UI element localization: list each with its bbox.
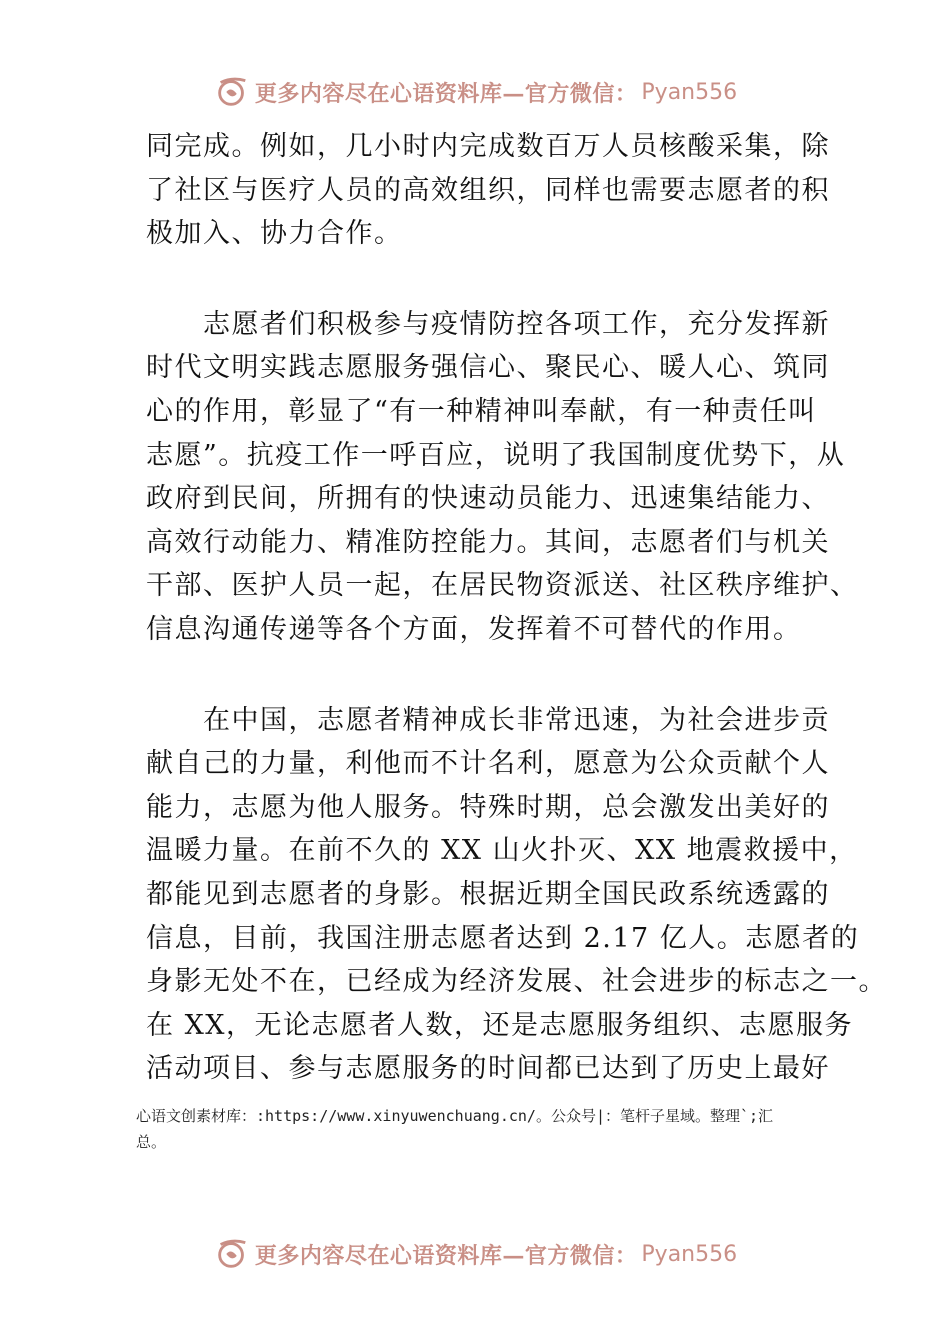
footer-banner (0, 1234, 950, 1274)
text-line: 在 XX，无论志愿者人数，还是志愿服务组织、志愿服务 (146, 1009, 854, 1041)
text-line: 都能见到志愿者的身影。根据近期全国民政系统透露的 (146, 878, 830, 910)
brush-logo-icon (213, 1235, 251, 1273)
text-line: 身影无处不在，已经成为经济发展、社会进步的标志之一。 (146, 966, 887, 998)
banner-text: 更多内容尽在心语资料库—官方微信： (254, 1242, 638, 1269)
text-line: 信息，目前，我国注册志愿者达到 2.17 亿人。志愿者的 (146, 922, 860, 954)
text-line: 了社区与医疗人员的高效组织，同样也需要志愿者的积 (146, 174, 830, 206)
text-line: 心的作用，彰显了“有一种精神叫奉献，有一种责任叫 (146, 395, 817, 427)
text-line: 时代文明实践志愿服务强信心、聚民心、暖人心、筑同 (146, 352, 830, 384)
text-line: 活动项目、参与志愿服务的时间都已达到了历史上最好 (146, 1053, 830, 1085)
footnote-line: 总。 (136, 1133, 167, 1151)
text-line: 信息沟通传递等各个方面，发挥着不可替代的作用。 (146, 613, 802, 645)
text-line: 高效行动能力、精准防控能力。其间，志愿者们与机关 (146, 526, 830, 558)
paragraph (146, 125, 830, 256)
text-line: 政府到民间，所拥有的快速动员能力、迅速集结能力、 (146, 483, 830, 515)
header-banner (0, 72, 950, 112)
paragraph (146, 699, 887, 1091)
brush-logo-icon (213, 73, 251, 111)
banner-wechat-id: Pyan556 (641, 1241, 738, 1267)
source-footnote (136, 1103, 836, 1155)
banner-wechat-id: Pyan556 (641, 79, 738, 105)
text-line: 志愿者们积极参与疫情防控各项工作，充分发挥新 (146, 308, 830, 340)
text-line: 极加入、协力合作。 (146, 218, 403, 250)
text-line: 在中国，志愿者精神成长非常迅速，为社会进步贡 (146, 704, 830, 736)
text-line: 同完成。例如，几小时内完成数百万人员核酸采集，除 (146, 131, 830, 162)
text-line: 献自己的力量，利他而不计名利，愿意为公众贡献个人 (146, 748, 830, 780)
text-line: 志愿”。抗疫工作一呼百应，说明了我国制度优势下，从 (146, 439, 846, 471)
document-body (146, 125, 887, 1091)
text-line: 温暖力量。在前不久的 XX 山火扑灭、XX 地震救援中， (146, 835, 858, 867)
text-line: 干部、医护人员一起，在居民物资派送、社区秩序维护、 (146, 570, 859, 602)
banner-text: 更多内容尽在心语资料库—官方微信： (254, 80, 638, 107)
paragraph (146, 303, 859, 652)
text-line: 能力，志愿为他人服务。特殊时期，总会激发出美好的 (146, 791, 830, 823)
footnote-line: 心语文创素材库：:https://www.xinyuwenchuang.cn/。公众号|：笔杆子星域。整理`;汇 (136, 1107, 774, 1125)
